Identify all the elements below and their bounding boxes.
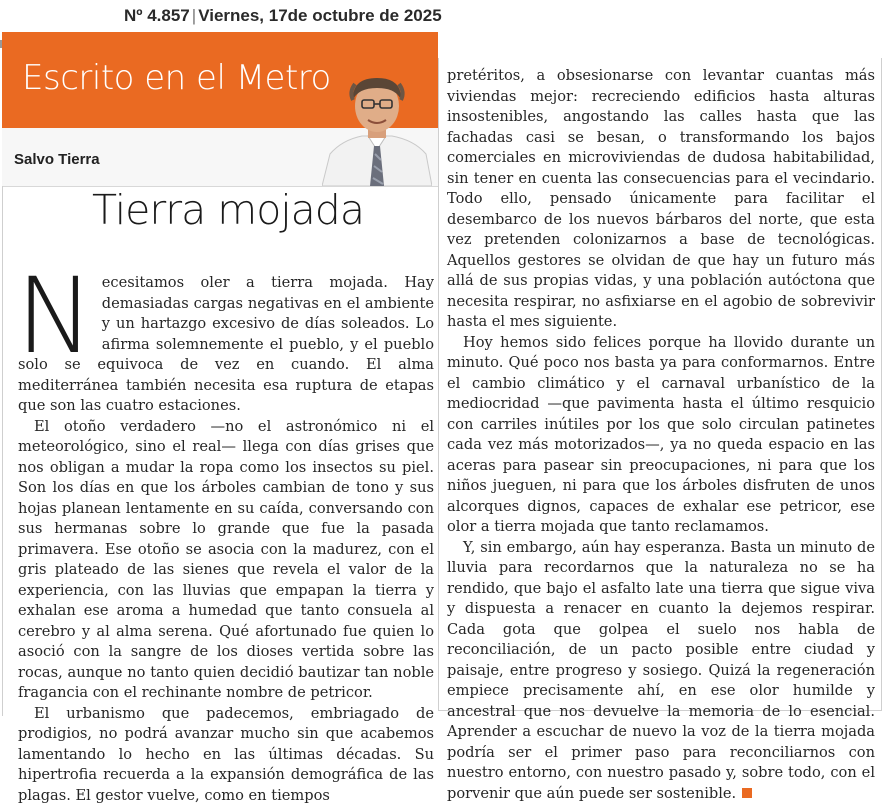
paragraph: El otoño verdadero —no el astronómico ni el meteorológico, sino el real— llega con días grises que nos obligan a mudar la ropa como los insectos su piel. Son los días en que los árboles cambian de tono y sus hojas planean lentamente en su caída, conversando con sus hermanas sobre lo grande que fue la pasada primavera. Ese otoño se asocia con la madurez, con el gris plateado de las sienes que revela el valor de la experiencia, con las lluvias que empapan la tierra y exhalan ese aroma a humedad que tanto consuela al cerebro y al alma serena. Qué afortunado fue quien lo asoció con la sangre de los dioses vertida sobre las rocas, aunque no tanto quien decidió bautizar tan noble fragancia con el rechinante nombre de petricor. [18, 417, 434, 704]
issue-number: Nº 4.857 [124, 6, 190, 25]
paragraph [18, 273, 434, 417]
masthead [124, 6, 444, 28]
paragraph: pretéritos, a obsesionarse con levantar cuantas más viviendas mejor: recreciendo edificios hasta alturas insostenibles, angostando las calles hasta que las fachadas casi se besan, o transformando los bajos comerciales en microviviendas de dudosa habitabilidad, sin tener en cuenta las consecuencias para el vecindario. Todo ello, pensado únicamente para facilitar el desembarco de los nuevos bárbaros del norte, que esta vez pretenden colonizarnos a base de tecnológicas. Aquellos gestores se olvidan de que hay un futuro más allá de sus propias vidas, y una población autóctona que necesita respirar, no asfixiarse en el agobio de sobrevivir hasta el mes siguiente. [447, 66, 875, 333]
article-headline: Tierra mojada [92, 186, 412, 234]
drop-cap: N [16, 273, 94, 359]
paragraph: Hoy hemos sido felices porque ha llovido durante un minuto. Qué poco nos basta ya para conformarnos. Entre el cambio climático y el carnaval urbanístico de la mediocridad —que pavimenta hasta el último resquicio con carriles inútiles por los que solo circulan patinetes cada vez más motorizados—, ya no queda espacio en las aceras para pasear sin preocupaciones, ni para que los niños jueguen, ni para que los árboles disfruten de unos alcorques dignos, capaces de exhalar ese petricor, ese olor a tierra mojada que tanto reclamamos. [447, 333, 875, 538]
article-body-left [18, 273, 434, 806]
author-portrait-illustration [322, 70, 432, 186]
masthead-separator: | [192, 6, 196, 25]
paragraph-text: Y, sin embargo, aún hay esperanza. Basta un minuto de lluvia para recordarnos que la naturaleza no se ha rendido, que bajo el asfalto late una tierra que sigue viva y dispuesta a renacer en cuanto la dejemos respirar. Cada gota que golpea el suelo nos habla de reconciliación, de un pacto posible entre ciudad y paisaje, entre progreso y sosiego. Quizá la regeneración empiece precisamente ahí, en ese olor humilde y ancestral que nos devuelve la memoria de lo esencial. Aprender a escuchar de nuevo la voz de la tierra mojada podría ser el primer paso para reconciliarnos con nuestro entorno, con nuestro pasado y, sobre todo, con el porvenir que aún puede ser sostenible. [447, 539, 875, 802]
issue-date: Viernes, 17de octubre de 2025 [198, 6, 441, 25]
article-body-right [447, 66, 875, 804]
section-title: Escrito en el Metro [22, 58, 352, 98]
author-name: Salvo Tierra [14, 151, 100, 168]
end-of-article-mark [742, 788, 752, 798]
paragraph: El urbanismo que padecemos, embriagado de prodigios, no podrá avanzar mucho sin que acabemos lamentando lo hecho en las últimas décadas. Su hipertrofia recuerda a la expansión demográfica de las plagas. El gestor vuelve, como en tiempos [18, 704, 434, 806]
paragraph [447, 538, 875, 805]
author-portrait [322, 70, 432, 186]
paragraph-text: ecesitamos oler a tierra mojada. Hay demasiadas cargas negativas en el ambiente y un hartazgo excesivo de días soleados. Lo afirma solemnemente el pueblo, y el pueblo solo se equivoca de vez en cuando. El alma mediterránea también necesita esa ruptura de etapas que son las cuatro estaciones. [18, 274, 434, 414]
